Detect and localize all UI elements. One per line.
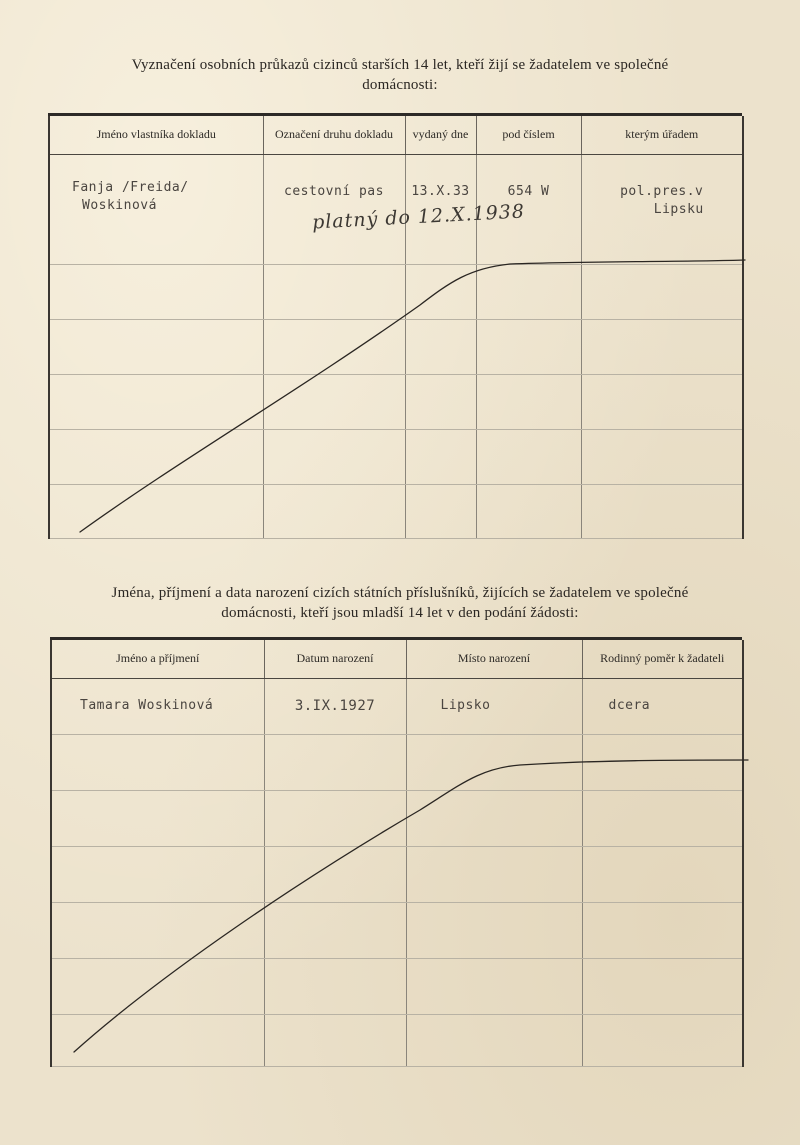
handwritten-validity-note: platný do 12.X.1938 <box>311 200 526 234</box>
owner-line2: Woskinová <box>82 197 157 213</box>
table-row <box>49 484 743 538</box>
child-name-cell <box>51 678 264 734</box>
table-row <box>49 319 743 374</box>
table-row <box>51 846 743 902</box>
birthplace-cell <box>406 678 582 734</box>
col-doctype-header: Označení druhu dokladu <box>263 116 405 154</box>
child-name-value: Tamara Woskinová <box>80 697 214 713</box>
owner-line1: Fanja /Freida/ <box>72 179 189 195</box>
col-issued-header: vydaný dne <box>405 116 476 154</box>
section2-heading <box>40 583 760 623</box>
col-relation-header: Rodinný poměr k žadateli <box>582 640 743 678</box>
section2-table <box>50 640 744 1067</box>
number-value: 654 W <box>507 183 550 199</box>
section2-heading-line1: Jména, příjmení a data narození cizích státních příslušníků, žijících se žadatelem ve společné <box>111 585 689 601</box>
office-line2: Lipsku <box>653 201 704 217</box>
col-owner-header: Jméno vlastníka dokladu <box>49 116 263 154</box>
table-row <box>51 790 743 846</box>
table-row <box>51 678 743 734</box>
section1-heading-line1: Vyznačení osobních průkazů cizinců starších 14 let, kteří žijí se žadatelem ve společné <box>131 57 669 73</box>
office-line1: pol.pres.v <box>620 183 704 199</box>
birthplace-value: Lipsko <box>440 697 491 713</box>
table-row <box>49 264 743 319</box>
section2-header-row <box>51 640 743 678</box>
col-birthplace-header: Místo narození <box>406 640 582 678</box>
table-row <box>51 734 743 790</box>
issued-value: 13.X.33 <box>411 183 470 199</box>
section1-heading <box>40 55 760 95</box>
owner-cell <box>49 154 263 264</box>
birthdate-cell <box>264 678 406 734</box>
table-row <box>49 374 743 429</box>
table-row <box>51 958 743 1014</box>
col-number-header: pod číslem <box>476 116 581 154</box>
doctype-value: cestovní pas <box>284 183 384 199</box>
table-row <box>51 902 743 958</box>
col-birthdate-header: Datum narození <box>264 640 406 678</box>
section2-heading-line2: domácnosti, kteří jsou mladší 14 let v den podání žádosti: <box>221 605 579 621</box>
col-office-header: kterým úřadem <box>581 116 743 154</box>
office-cell <box>581 154 743 264</box>
table-row <box>49 429 743 484</box>
relation-cell <box>582 678 743 734</box>
relation-value: dcera <box>608 697 651 713</box>
section1-heading-line2: domácnosti: <box>362 77 438 93</box>
birthdate-value: 3.IX.1927 <box>294 697 376 714</box>
section1-header-row <box>49 116 743 154</box>
section1-table <box>48 116 744 539</box>
table-row <box>51 1014 743 1066</box>
col-name-header: Jméno a příjmení <box>51 640 264 678</box>
